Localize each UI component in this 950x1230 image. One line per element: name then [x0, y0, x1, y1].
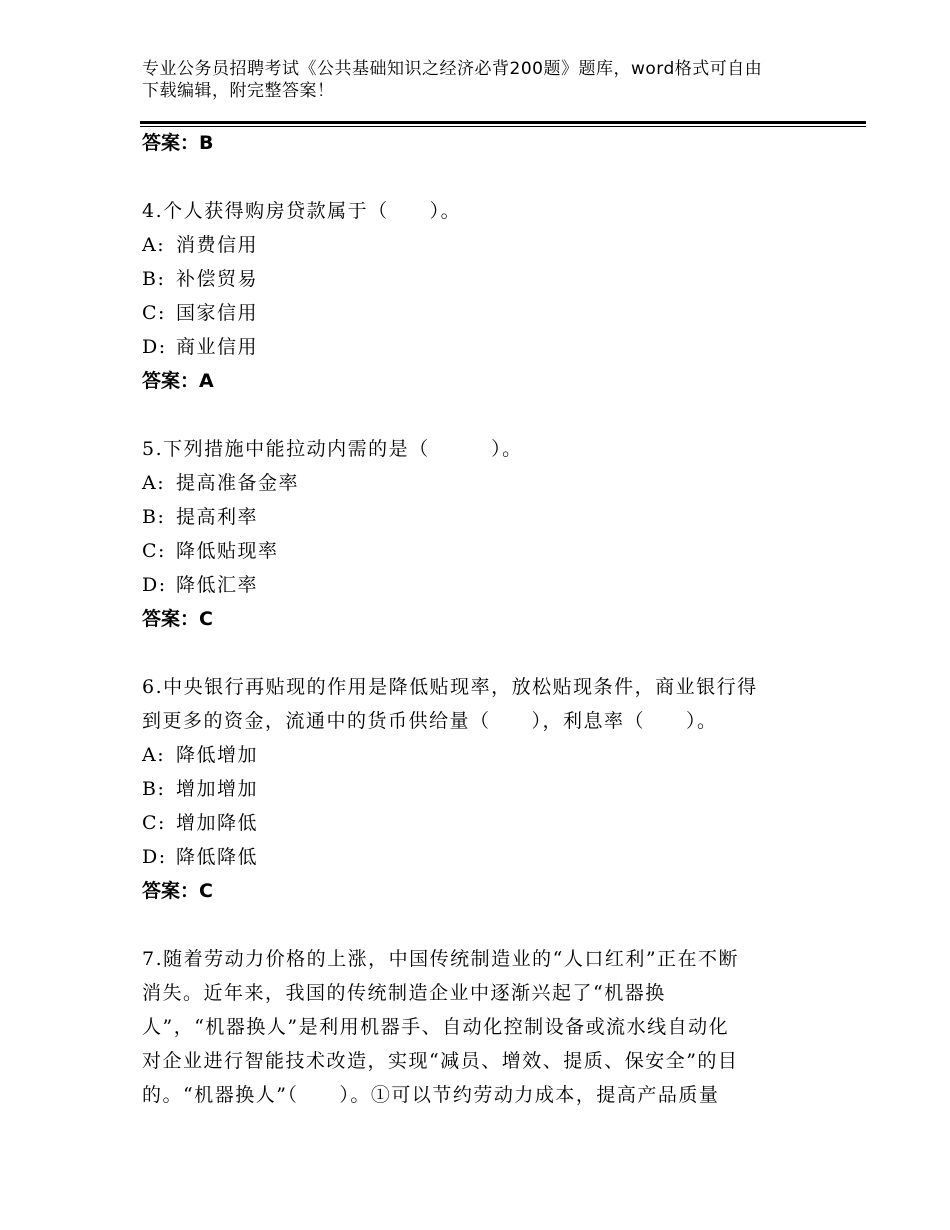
option-letter: D: [142, 574, 167, 596]
option-d [142, 568, 802, 602]
option-letter: C: [142, 302, 166, 324]
question-text: 4.个人获得购房贷款属于（ ）。 [142, 200, 462, 222]
option-d [142, 330, 802, 364]
question-list [142, 128, 802, 1112]
option-text: 消费信用 [176, 234, 259, 256]
option-letter: B: [142, 268, 166, 290]
question-text: 消失。近年来，我国的传统制造企业中逐渐兴起了“机器换 [142, 982, 666, 1004]
option-letter: C: [142, 812, 166, 834]
option-text: 降低降低 [176, 846, 259, 868]
question-block [142, 670, 802, 908]
question-text: 到更多的资金，流通中的货币供给量（ ），利息率（ ）。 [142, 710, 718, 732]
option-text: 降低贴现率 [176, 540, 279, 562]
header-divider-thick [140, 121, 866, 124]
answer-line: 答案：C [142, 880, 213, 902]
question-block [142, 942, 802, 1112]
spacer [142, 908, 802, 942]
question-text: 对企业进行智能技术改造，实现“减员、增效、提质、保安全”的目 [142, 1050, 739, 1072]
question-block [142, 432, 802, 636]
question-block [142, 194, 802, 398]
option-text: 国家信用 [176, 302, 259, 324]
spacer [142, 398, 802, 432]
option-letter: A: [142, 744, 166, 766]
option-b [142, 262, 802, 296]
option-text: 降低汇率 [176, 574, 259, 596]
header-title-line-1: 专业公务员招聘考试《公共基础知识之经济必背200题》题库，word格式可自由 [142, 59, 763, 79]
question-text: 7.随着劳动力价格的上涨，中国传统制造业的“人口红利”正在不断 [142, 948, 740, 970]
page-header [142, 58, 822, 102]
option-b [142, 772, 802, 806]
question-text: 的。“机器换人”（ ）。①可以节约劳动力成本，提高产品质量 [142, 1084, 720, 1106]
answer-line: 答案：C [142, 608, 213, 630]
option-text: 降低增加 [176, 744, 259, 766]
option-text: 提高准备金率 [176, 472, 300, 494]
option-a [142, 466, 802, 500]
option-letter: A: [142, 472, 166, 494]
option-text: 增加增加 [176, 778, 259, 800]
answer-line: 答案：A [142, 370, 214, 392]
option-b [142, 500, 802, 534]
option-a [142, 228, 802, 262]
answer-line: 答案：B [142, 132, 214, 154]
option-c [142, 806, 802, 840]
spacer [142, 636, 802, 670]
header-title-line-2: 下载编辑，附完整答案！ [142, 81, 335, 101]
option-text: 补偿贸易 [176, 268, 259, 290]
option-c [142, 296, 802, 330]
option-text: 增加降低 [176, 812, 259, 834]
option-letter: C: [142, 540, 166, 562]
option-letter: D: [142, 336, 167, 358]
question-text: 6.中央银行再贴现的作用是降低贴现率，放松贴现条件，商业银行得 [142, 676, 758, 698]
option-letter: D: [142, 846, 167, 868]
question-text: 人”，“机器换人”是利用机器手、自动化控制设备或流水线自动化 [142, 1016, 730, 1038]
spacer [142, 160, 802, 194]
option-d [142, 840, 802, 874]
option-a [142, 738, 802, 772]
option-c [142, 534, 802, 568]
option-letter: B: [142, 778, 166, 800]
question-text: 5.下列措施中能拉动内需的是（ ）。 [142, 438, 523, 460]
option-text: 提高利率 [176, 506, 259, 528]
option-letter: B: [142, 506, 166, 528]
option-text: 商业信用 [176, 336, 259, 358]
option-letter: A: [142, 234, 166, 256]
